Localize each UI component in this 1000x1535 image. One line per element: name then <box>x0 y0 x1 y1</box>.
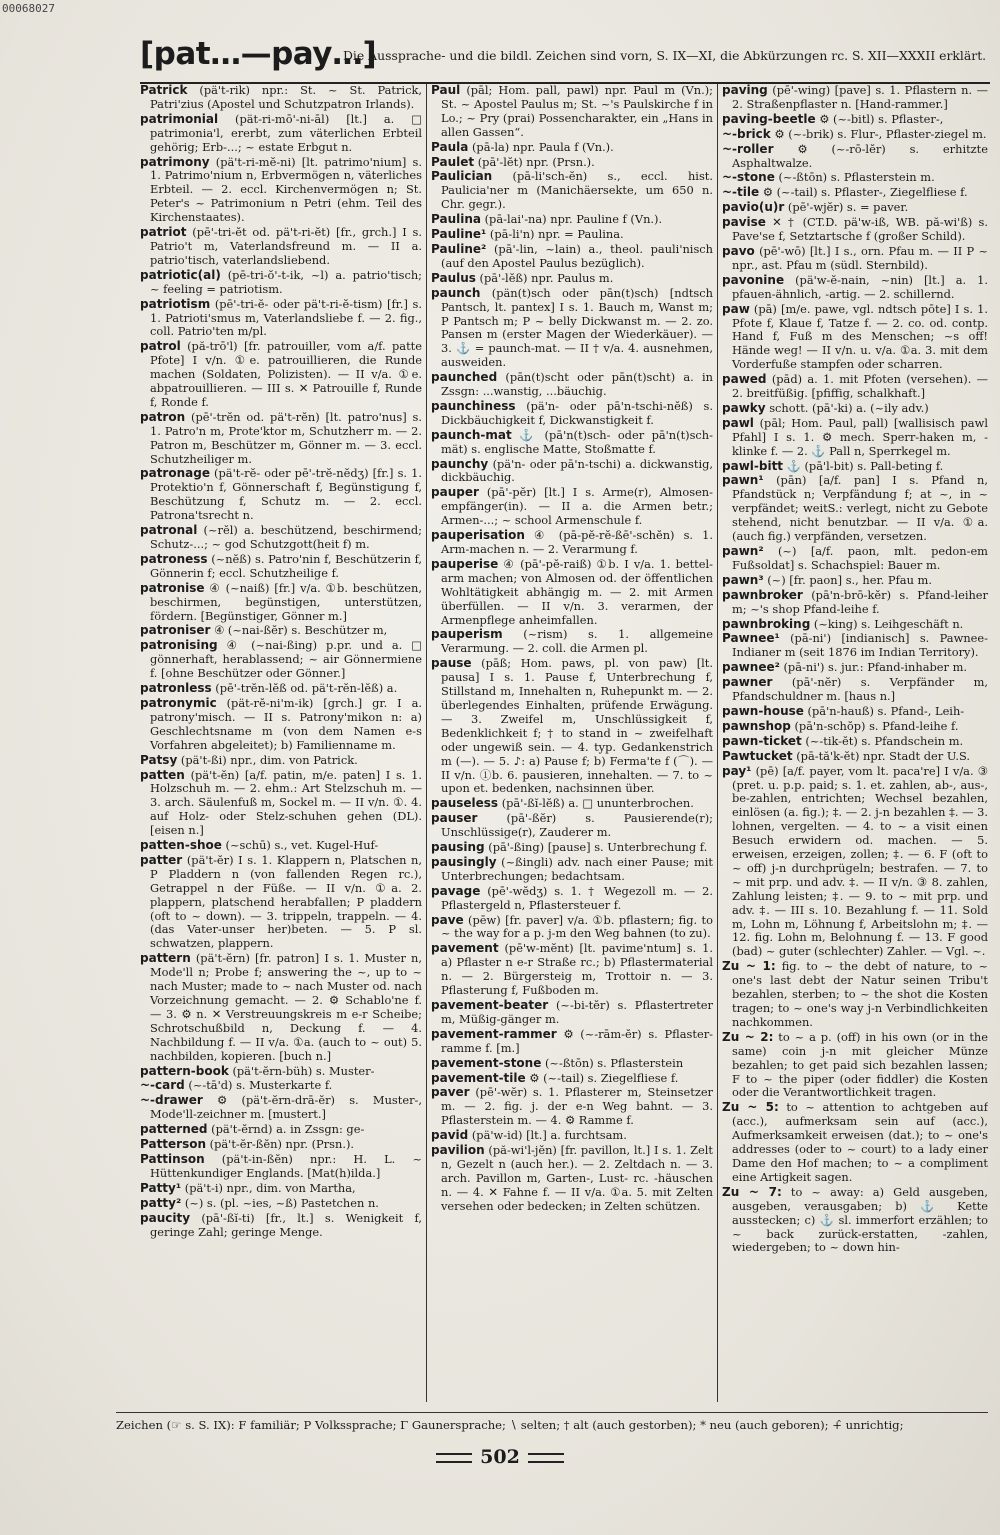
entry-headword: Zu ~ 1: <box>722 959 776 974</box>
entry-headword: pavid <box>431 1128 469 1143</box>
entry-headword: Pawtucket <box>722 748 793 763</box>
entry-headword: Paul <box>431 84 461 97</box>
entry-definition: (pā-ni') s. jur.: Pfand-inhaber m. <box>783 660 968 675</box>
dictionary-entry <box>722 417 988 459</box>
entry-headword: Paula <box>431 139 469 154</box>
entry-headword: Pauline² <box>431 241 487 256</box>
dictionary-entry <box>431 272 713 286</box>
entry-headword: pave <box>431 912 464 927</box>
dictionary-entry <box>140 1153 422 1181</box>
running-head-keyword: [pat…—pay…] <box>140 36 377 72</box>
entry-definition: (pä't-ĕn) [a/f. patin, m/e. paten] I s. 1. Holzschuh m. — 2. ehm.: Art Stelzschuh m. — 3. arch. Säulenfuß m, Sockel m. — II v/n. ①. 4. auf Holz- oder Stelz-schuhen gehen (DL). [eisen n.] <box>150 767 422 838</box>
entry-definition: (pē-tri-ŏ'-t-ik, ~l) a. patrio'tisch; ~ feeling = patriotism. <box>150 267 422 296</box>
entry-headword: Paulus <box>431 270 476 285</box>
entry-headword: pawn¹ <box>722 473 764 488</box>
dictionary-entry <box>722 460 988 474</box>
dictionary-entry <box>431 885 713 913</box>
entry-definition: (pē'-trĕn-lĕß od. pä't-rĕn-lĕß) a. <box>215 681 398 696</box>
entry-headword: pavement-rammer <box>431 1026 557 1041</box>
entry-headword: patronising <box>140 638 218 653</box>
entry-headword: paucity <box>140 1210 191 1225</box>
dictionary-entry <box>140 1138 422 1152</box>
entry-definition: (pä't-rĕ- oder pē'-trĕ-nĕdʒ) [fr.] s. 1. Protektio'n f, Gönnerschaft f, Begünstigung f, Beschützung f, Schutz m. — 2. eccl. Patrona'tsrecht n. <box>150 466 422 523</box>
entry-headword: pawn² <box>722 544 764 558</box>
dictionary-entry <box>722 661 988 675</box>
dictionary-entry <box>140 1182 422 1196</box>
entry-headword: pavo <box>722 243 755 258</box>
dictionary-entry <box>140 156 422 226</box>
entry-headword: patter <box>140 852 183 867</box>
entry-definition: (~) [a/f. paon, mlt. pedon-em Fußsoldat] s. Schachspiel: Bauer m. <box>732 544 988 572</box>
dictionary-entry <box>140 84 422 112</box>
dictionary-entry <box>140 1065 422 1079</box>
entry-headword: pavage <box>431 883 481 898</box>
dictionary-entry <box>722 201 988 215</box>
dictionary-entry <box>431 486 713 528</box>
dictionary-entry <box>722 143 988 171</box>
entry-headword: pawner <box>722 675 773 690</box>
dictionary-entry <box>431 429 713 457</box>
entry-headword: paver <box>431 1085 470 1100</box>
dictionary-entry <box>140 553 422 581</box>
dictionary-entry <box>140 1212 422 1240</box>
entry-headword: paw <box>722 301 750 316</box>
dictionary-entry <box>431 213 713 227</box>
entry-definition: (pä't-in-ßĕn) npr.: H. L. ~ Hüttenkundiger Englands. [Mat(h)ilda.] <box>150 1151 422 1180</box>
entry-definition: (pā-lai'-na) npr. Pauline f (Vn.). <box>484 212 663 227</box>
entry-headword: Patty¹ <box>140 1180 182 1195</box>
entry-definition: (pä't-ĕr-ßĕn) npr. (Prsn.). <box>209 1137 355 1152</box>
entry-headword: paving-beetle <box>722 111 816 126</box>
dictionary-entry <box>722 128 988 142</box>
entry-headword: ~-card <box>140 1078 185 1093</box>
entry-headword: patterned <box>140 1122 208 1137</box>
entry-definition: (pā'n-brō-kĕr) s. Pfand-leiher m; ~'s shop Pfand-leihe f. <box>732 587 988 616</box>
entry-headword: Zu ~ 7: <box>722 1184 782 1199</box>
entry-headword: patrol <box>140 339 181 354</box>
entry-definition: ④ (~nai-ßĕr) s. Beschützer m, <box>214 623 388 638</box>
dictionary-entry <box>140 298 422 340</box>
entry-definition: ⚙ (~-tail) s. Ziegelfliese f. <box>529 1070 679 1085</box>
entry-definition: (pă-wi'l-jĕn) [fr. pavillon, lt.] I s. 1. Zelt n, Gezelt n (auch her.). — 2. Zeltdach n. — 3. arch. Pavillon m, Garten-, Lust- rc. -häuschen n. — 4. ✕ Fahne f. — II v/a. ①a. 5. mit Zelten versehen oder bedecken; in Zelten schützen. <box>441 1143 713 1213</box>
dictionary-entry <box>722 618 988 632</box>
entry-headword: pay¹ <box>722 763 752 778</box>
entry-headword: patrimony <box>140 154 210 169</box>
dictionary-entry <box>431 1057 713 1071</box>
dictionary-entry <box>722 402 988 416</box>
entry-definition: (pā'-ßĕr) s. Pausierende(r); Unschlüssige(r), Zauderer m. <box>441 811 713 840</box>
dictionary-entry <box>431 400 713 428</box>
entry-definition: (pēw) [fr. paver] v/a. ①b. pflastern; fig. to ~ the way for a p. j-m den Weg bahnen (to zu). <box>441 912 713 941</box>
entry-definition: (pā'-ßing) [pause] s. Unterbrechung f. <box>488 840 708 855</box>
dictionary-entry <box>431 1028 713 1056</box>
dictionary-entry <box>431 243 713 271</box>
entry-definition: (pā-la) npr. Paula f (Vn.). <box>471 139 614 154</box>
entry-definition: (pā-tă'k-ĕt) npr. Stadt der U.S. <box>796 748 971 763</box>
entry-headword: pauperisation <box>431 528 525 543</box>
entry-definition: ⚙ (pä't-ĕrn-drā-ĕr) s. Muster-, Mode'll-zeichner m. [mustert.] <box>150 1093 422 1122</box>
entry-headword: pawnshop <box>722 718 791 733</box>
entry-headword: patten <box>140 767 185 782</box>
entry-definition: (pē'-wō) [lt.] I s., orn. Pfau m. — II P ~ npr., ast. Pfau m (südl. Sternbild). <box>732 243 988 272</box>
entry-definition: to ~ a p. (off) in his own (or in the same) coin j-n mit gleicher Münze bezahlen; to get paid sich bezahlen lassen; F to ~ the piper (oder fiddler) die Kosten oder die Verantwortlichkeit tragen. <box>732 1029 988 1100</box>
entry-headword: paunch-mat <box>431 427 512 442</box>
dictionary-entry <box>722 589 988 617</box>
symbol-legend: Zeichen (☞ s. S. IX): F familiär; P Volkssprache; Γ Gaunersprache; ∖ selten; † alt (auch gestorben); * neu (auch geboren); +̂ unrichtig; <box>116 1418 904 1432</box>
entry-definition: (~ßingli) adv. nach einer Pause; mit Unterbrechungen; bedachtsam. <box>441 854 713 883</box>
entry-headword: pavio(u)r <box>722 200 785 215</box>
entry-definition: (~-ßtōn) s. Pflasterstein m. <box>778 170 935 185</box>
entry-headword: Patterson <box>140 1137 207 1152</box>
entry-definition: (pāß; Hom. paws, pl. von paw) [lt. pausa] I s. 1. Pause f, Unterbrechung f, Stillstand m, Innehalten n, Ruhepunkt m. — 2. überlegendes Einhalten, prüfende Erwägung. — 3. Zweifel m, Unschlüssigkeit f, Bedenklichkeit f; † to stand in ~ zweifelhaft oder ungewiß sein. — 4. typ. Gedankenstrich m (—). — 5. ♪: a) Pause f; b) Ferma'te f (⌒). — II v/n. ①b. 6. pausieren, innehalten. — 7. to ~ upon et. bedenken, nachsinnen über. <box>441 656 713 796</box>
dictionary-entry <box>140 1079 422 1093</box>
dictionary-entry <box>140 1123 422 1137</box>
dictionary-entry <box>140 639 422 681</box>
entry-headword: Zu ~ 2: <box>722 1029 774 1044</box>
entry-definition: ⚓ (pā'n(t)sch- oder pā'n(t)sch-mät) s. englische Matte, Stoßmatte f. <box>441 427 713 456</box>
entry-definition: (pē'-tri-ĕ- oder pä't-ri-ĕ-tism) [fr.] s. 1. Patrioti'smus m, Vaterlandsliebe f. — 2. fig., coll. Patrio'ten m/pl. <box>150 296 422 339</box>
dictionary-entry <box>140 624 422 638</box>
dictionary-entry <box>722 545 988 573</box>
entry-definition: (pä't-ĕr) I s. 1. Klappern n, Platschen n, P Pladdern n (von fallenden Regen rc.), Getrappel n der Füße. — II v/n. ①a. 2. plappern, platschend herabfallen; P pladdern (oft to ~ down). — 3. trippeln, trappeln. — 4. (das Vater-unser her)beten. — 5. P sl. schwatzen, plappern. <box>150 852 422 951</box>
entry-headword: pawnbroker <box>722 587 803 602</box>
entry-headword: pattern-book <box>140 1063 229 1078</box>
entry-definition: (pān) [a/f. pan] I s. Pfand n, Pfandstück n; Verpfändung f; at ~, in ~ verpfändet; weitS.: verlegt, nicht zu Gebote stehend, nicht benutzbar. — II v/a. ①a. (auch fig.) verpfänden, versetzen. <box>732 473 988 544</box>
entry-headword: pauperism <box>431 627 503 642</box>
entry-definition: (pä't-ĕrn) [fr. patron] I s. 1. Muster n, Mode'll n; Probe f; answering the ~, up to ~ nach Muster; made to ~ nach Muster od. nach Vorzeichnung gemacht. — 2. ⚙ Schablo'ne f. — 3. ⚙ n. ✕ Verstreuungskreis m e-r Scheibe; Schrotschußbild n, Deckung f. — 4. Nachbildung f. — II v/a. ①a. (auch to ~ out) 5. nachbilden, kopieren. [buch n.] <box>150 951 422 1063</box>
entry-headword: Patrick <box>140 84 188 97</box>
entry-definition: ⚓ (pā'l-bit) s. Pall-beting f. <box>786 458 944 473</box>
dictionary-entry <box>722 1186 988 1256</box>
dictionary-entry <box>722 735 988 749</box>
entry-headword: ~-brick <box>722 126 771 141</box>
entry-definition: ⚙ (~-rām-ĕr) s. Pflaster-ramme f. [m.] <box>441 1026 713 1055</box>
entry-headword: pavement-beater <box>431 998 549 1012</box>
entry-definition: (pē'-wjĕr) s. = paver. <box>787 200 909 215</box>
dictionary-entry <box>431 156 713 170</box>
entry-definition: (~-tik-ĕt) s. Pfandschein m. <box>805 733 964 748</box>
entry-definition: ⚙ (~-tail) s. Pflaster-, Ziegelfliese f. <box>762 185 968 200</box>
dictionary-entry <box>722 373 988 401</box>
entry-headword: pawn-house <box>722 703 804 718</box>
dictionary-entry <box>722 474 988 544</box>
entry-headword: pawnee² <box>722 660 780 675</box>
entry-headword: pauperise <box>431 556 499 571</box>
entry-definition: ⚙ (~-bitl) s. Pflaster-, <box>819 111 944 126</box>
entry-definition: ④ (~nai-ßing) p.pr. und a. □ gönnerhaft, herablassend; ~ air Gönnermiene f. [ohne Beschützer oder Gönner.] <box>150 638 422 681</box>
column-2 <box>431 84 713 1402</box>
column-1 <box>140 84 422 1402</box>
dictionary-entry <box>722 216 988 244</box>
entry-definition: ⚙ (~-rō-lĕr) s. erhitzte Asphaltwalze. <box>732 141 988 170</box>
entry-headword: Paulician <box>431 169 493 184</box>
entry-headword: pavise <box>722 215 766 230</box>
entry-definition: (pān(t)scht oder pān(t)scht) a. in Zssgn: ...wanstig, ...bäuchig. <box>441 370 713 399</box>
entry-headword: pavement <box>431 941 499 956</box>
dictionary-entry <box>431 1129 713 1143</box>
running-head-note: Die Aussprache- und die bildl. Zeichen sind vorn, S. IX—XI, die Abkürzungen rc. S. XII—XXXII erklärt. <box>343 48 987 63</box>
entry-definition: (pä't-ĕrn-büh) s. Muster- <box>232 1063 375 1078</box>
dictionary-entry <box>140 1094 422 1122</box>
entry-headword: pavonine <box>722 272 785 287</box>
dictionary-entry <box>722 750 988 764</box>
dictionary-entry <box>431 287 713 370</box>
entry-definition: (~king) s. Leihgeschäft n. <box>813 616 964 631</box>
entry-headword: Patsy <box>140 752 178 767</box>
entry-definition: (pē'-wĕdʒ) s. 1. † Wegezoll m. — 2. Pflastergeld n, Pflastersteuer f. <box>441 883 713 912</box>
dictionary-entry <box>431 841 713 855</box>
entry-headword: Paulet <box>431 154 475 169</box>
entry-headword: patronise <box>140 580 205 595</box>
entry-definition: (pē'-tri-ĕt od. pä't-ri-ĕt) [fr., grch.] I s. Patrio't m, Vaterlandsfreund m. — II a. patrio'tisch, vaterlandsliebend. <box>150 225 422 267</box>
dictionary-entry <box>431 1072 713 1086</box>
entry-definition: (pä'n- oder pā'n-tschi) a. dickwanstig, dickbäuchig. <box>441 456 713 485</box>
page-number <box>0 1446 1000 1468</box>
entry-headword: pauper <box>431 485 479 500</box>
entry-headword: patty² <box>140 1195 182 1210</box>
entry-headword: pauseless <box>431 796 499 811</box>
entry-definition: (pād) a. 1. mit Pfoten (versehen). — 2. breitfüßig. [pfiffig, schalkhaft.] <box>732 372 988 401</box>
dictionary-entry <box>140 113 422 155</box>
entry-headword: paunched <box>431 370 498 385</box>
entry-definition: (~-tā'd) s. Musterkarte f. <box>188 1078 333 1093</box>
entry-definition: (pā'-lĕß) npr. Paulus m. <box>479 270 614 285</box>
dictionary-entry <box>431 228 713 242</box>
dictionary-entry <box>722 186 988 200</box>
entry-definition: (pā'n-schŏp) s. Pfand-leihe f. <box>794 718 959 733</box>
entry-headword: paunchiness <box>431 398 516 413</box>
scan-id: 00068027 <box>2 2 55 15</box>
entry-headword: pause <box>431 656 472 671</box>
entry-definition: (pä't-ri-mĕ-ni) [lt. patrimo'nium] s. 1. Patrimo'nium n, Erbvermögen n, väterliches Erbteil. — 2. eccl. Kirchenvermögen n; St. Peter's ~ Patrimonium n Petri (ehm. Teil des Kirchenstaates). <box>150 154 422 225</box>
entry-headword: ~-tile <box>722 185 760 200</box>
entry-definition: (pāl; Hom. Paul, pall) [wallisisch pawl Pfahl] I s. 1. ⚙ mech. Sperr-haken m, -klinke f. — 2. ⚓ Pall n, Sperrkegel m. <box>732 415 988 458</box>
entry-headword: pavement-tile <box>431 1070 526 1085</box>
dictionary-entry <box>722 574 988 588</box>
entry-headword: patrimonial <box>140 111 219 126</box>
dictionary-entry <box>140 226 422 268</box>
dictionary-entry <box>140 754 422 768</box>
entry-definition: to ~ attention to achtgeben auf (acc.), aufmerksam sein auf (acc.), Aufmerksamkeit erweisen (dat.); to ~ one's addresses (oder to ~ court) to a lady einer Dame den Hof machen; to ~ a compliment eine Artigkeit sagen. <box>732 1100 988 1184</box>
entry-headword: patronage <box>140 466 210 481</box>
entry-headword: pawed <box>722 372 767 387</box>
entry-headword: paving <box>722 84 768 97</box>
entry-definition: (pā-li'n) npr. = Paulina. <box>489 227 624 242</box>
entry-headword: pavilion <box>431 1143 485 1158</box>
entry-definition: ④ (pā'-pĕ-raiß) ①b. I v/a. 1. bettel-arm machen; von Almosen od. der öffentlichen Wohltätigkeit abhängig m. — 2. mit Armen überfüllen. — II v/n. 3. verarmen, der Armenpflege anheimfallen. <box>441 556 713 627</box>
entry-definition: ⚙ (~-brik) s. Flur-, Pflaster-ziegel m. <box>774 126 987 141</box>
dictionary-entry <box>140 1197 422 1211</box>
entry-definition: (~rism) s. 1. allgemeine Verarmung. — 2. coll. die Armen pl. <box>441 627 713 656</box>
entry-definition: (~rĕl) a. beschützend, beschirmend; Schutz-...; ~ god Schutzgott(heit f) m. <box>150 523 422 551</box>
entry-definition: (pē) [a/f. payer, vom lt. paca're] I v/a. ③ (pret. u. p.p. paid; s. 1. et. zahlen, ab-, aus-, be-zahlen, entrichten; Wechsel bezahlen, einlösen (a. fig.); ‡. — 2. j-n bezahlen ‡. — 3. lohnen, vergelten. — 4. to ~ a visit einen Besuch erwidern od. machen. — 5. erweisen, erzeigen, zollen; ‡. — 6. F (oft to ~ off) j-n durchprügeln; bestrafen. — 7. to ~ mit prp. und adv. ‡. — II v/n. ③ 8. zahlen, Zahlung leisten; ‡. — 9. to ~ mit prp. und adv. ‡. — III s. 10. Bezahlung f. — 11. Sold m, Lohn m, Löhnung f, Arbeitslohn m; ‡. — 12. fig. Lohn m, Belohnung f. — 13. F good (bad) ~ guter (schlechter) Zahler. — Vgl. ~. <box>732 763 988 959</box>
entry-definition: (pāl; Hom. pall, pawl) npr. Paul m (Vn.); St. ~ Apostel Paulus m; St. ~'s Paulskirche f in Lo.; ~ Pry (prai) Possencharakter, ein „Hans in allen Gassen“. <box>441 84 713 139</box>
dictionary-entry <box>722 303 988 373</box>
dictionary-entry <box>140 839 422 853</box>
dictionary-entry <box>140 769 422 839</box>
dictionary-entry <box>431 529 713 557</box>
entry-definition: (~) s. (pl. ~ies, ~ß) Pastetchen n. <box>184 1195 379 1210</box>
entry-definition: schott. (pā'-ki) a. (~ily adv.) <box>769 400 929 415</box>
column-3 <box>722 84 988 1402</box>
entry-definition: (pän(t)sch oder pān(t)sch) [ndtsch Pantsch, lt. pantex] I s. 1. Bauch m, Wanst m; P Pantsch m; P ~ belly Dickwanst m. — 2. zo. Pansen m (erster Magen der Wiederkäuer). — 3. ⚓ = paunch-mat. — II † v/a. 4. ausnehmen, ausweiden. <box>441 285 713 370</box>
dictionary-entry <box>722 245 988 273</box>
entry-headword: patriotic(al) <box>140 267 221 282</box>
entry-headword: Pauline¹ <box>431 227 487 242</box>
entry-definition: (~-ßtōn) s. Pflasterstein <box>544 1055 684 1070</box>
entry-definition: (pät-ri-mō'-ni-āl) [lt.] a. □ patrimonia'l, ererbt, zum väterlichen Erbteil gehörig; Erb-...; ~ estate Erbgut n. <box>150 111 422 154</box>
dictionary-entry <box>140 854 422 951</box>
dictionary-entry <box>722 113 988 127</box>
dictionary-entry <box>722 1031 988 1101</box>
entry-definition: (pä't-rik) npr.: St. ~ St. Patrick, Patri'zius (Apostel und Schutzpatron Irlands). <box>150 84 422 111</box>
dictionary-entry <box>431 170 713 212</box>
entry-definition: ✕ † (CT.D. pä'w-iß, WB. pă-wi'ß) s. Pave'se f, Setztartsche f (großer Schild). <box>732 215 988 244</box>
entry-headword: pavement-stone <box>431 1055 542 1070</box>
entry-headword: patroniser <box>140 623 211 638</box>
entry-definition: (pā'n-hauß) s. Pfand-, Leih- <box>807 703 965 718</box>
dictionary-entry <box>431 628 713 656</box>
entry-definition: (~) [fr. paon] s., her. Pfau m. <box>767 572 932 587</box>
entry-headword: Pattinson <box>140 1151 205 1166</box>
page-number-text: 502 <box>480 1446 520 1468</box>
entry-headword: Paulina <box>431 212 481 227</box>
dictionary-entry <box>431 371 713 399</box>
dictionary-entry <box>431 797 713 811</box>
dictionary-entry <box>140 340 422 410</box>
dictionary-entry <box>722 1101 988 1184</box>
dictionary-entry <box>140 682 422 696</box>
entry-headword: ~-roller <box>722 141 774 156</box>
dictionary-entry <box>140 524 422 552</box>
dictionary-entry <box>431 657 713 796</box>
dictionary-entry <box>722 84 988 112</box>
entry-definition: (pä't-i) npr., dim. von Martha, <box>184 1180 356 1195</box>
dictionary-entry <box>431 856 713 884</box>
entry-definition: (~schū) s., vet. Kugel-Huf- <box>225 838 379 853</box>
dictionary-entry <box>722 676 988 704</box>
entry-definition: (pā'-pĕr) [lt.] I s. Arme(r), Almosen-empfänger(in). — II a. die Armen betr.; Armen-...; ~ school Armenschule f. <box>441 485 713 528</box>
entry-definition: (pē'-wĕr) s. 1. Pflasterer m, Steinsetzer m. — 2. fig. j. der e-n Weg bahnt. — 3. Pflasterstein m. — 4. ⚙ Ramme f. <box>441 1085 713 1128</box>
entry-headword: patroness <box>140 551 208 566</box>
dictionary-entry <box>722 705 988 719</box>
entry-definition: (pä't-ĕrnd) a. in Zssgn: ge- <box>211 1122 365 1137</box>
entry-headword: patronal <box>140 523 198 538</box>
entry-definition: (pē'w-mĕnt) [lt. pavime'ntum] s. 1. a) Pflaster n e-r Straße rc.; b) Pflastermaterial n. — 2. Bürgersteig m, Trottoir n. — 3. Pflasterung f, Fußboden m. <box>441 941 713 998</box>
entry-definition: (pā'-nĕr) s. Verpfänder m, Pfandschuldner m. [haus n.] <box>732 675 988 704</box>
entry-definition: ④ (~naiß) [fr.] v/a. ①b. beschützen, beschirmen, begünstigen, unterstützen, fördern. [Begünstiger, Gönner m.] <box>150 580 422 623</box>
dictionary-entry <box>140 467 422 523</box>
entry-definition: (~-bi-tĕr) s. Pflastertreter m, Müßig-gänger m. <box>441 998 713 1026</box>
entry-headword: patronymic <box>140 695 217 710</box>
entry-headword: ~-drawer <box>140 1093 203 1108</box>
dictionary-entry <box>140 269 422 297</box>
entry-headword: patten-shoe <box>140 838 222 853</box>
entry-headword: pattern <box>140 951 191 966</box>
entry-headword: patriotism <box>140 296 211 311</box>
dictionary-entry <box>722 765 988 960</box>
dictionary-entry <box>722 171 988 185</box>
entry-headword: pauser <box>431 811 478 826</box>
dictionary-entry <box>431 458 713 486</box>
entry-headword: pawl <box>722 415 754 430</box>
entry-headword: patriot <box>140 225 187 240</box>
dictionary-entry <box>722 720 988 734</box>
entry-definition: (pä'n- oder pā'n-tschi-nĕß) s. Dickbäuchigkeit f, Dickwanstigkeit f. <box>441 398 713 427</box>
entry-definition: (pā'-ßĭ-ti) [fr., lt.] s. Wenigkeit f, geringe Zahl; geringe Menge. <box>150 1210 422 1239</box>
dictionary-entry <box>140 411 422 467</box>
entry-headword: pawl-bitt <box>722 458 784 473</box>
entry-definition: (pā-ni') [indianisch] s. Pawnee-Indianer m (seit 1876 im Indian Territory). <box>732 631 988 660</box>
dictionary-entry <box>140 697 422 753</box>
entry-definition: (pē'-trĕn od. pä't-rĕn) [lt. patro'nus] s. 1. Patro'n m, Prote'ktor m, Schutzherr m. — 2. Patron m, Beschützer m, Gönner m. — 3. eccl. Schutzheiliger m. <box>150 409 422 466</box>
entry-definition: (pā'-ßĭ-lĕß) a. □ ununterbrochen. <box>501 796 694 811</box>
dictionary-entry <box>431 914 713 942</box>
entry-definition: fig. to ~ the debt of nature, to ~ one's last debt der Natur seinen Tribu't bezahlen, sterben; to ~ the shot die Kosten tragen; to ~ one's way j-n Verbindlichkeiten nachkommen. <box>732 959 988 1029</box>
dictionary-entry <box>722 632 988 660</box>
entry-headword: ~-stone <box>722 170 775 185</box>
entry-definition: (pät-rĕ-ni'm-ik) [grch.] gr. I a. patrony'misch. — II s. Patrony'mikon n: a) Geschlechtsname m (von dem Namen e-s Vorfahren abgeleitet); b) Familienname m. <box>150 695 422 752</box>
entry-definition: (pā'-lin, ~lain) a., theol. pauli'nisch (auf den Apostel Paulus bezüglich). <box>441 241 713 270</box>
entry-definition: (pä'w-ĕ-nain, ~nin) [lt.] a. 1. pfauen-ähnlich, -artig. — 2. schillernd. <box>732 272 988 301</box>
entry-headword: Zu ~ 5: <box>722 1100 779 1115</box>
entry-definition: ④ (pā-pĕ-rĕ-ßē'-schĕn) s. 1. Arm-machen n. — 2. Verarmung f. <box>441 528 713 556</box>
entry-definition: (pē'-wing) [pave] s. 1. Pflastern n. — 2. Straßenpflaster n. [Hand-rammer.] <box>732 84 988 111</box>
dictionary-entry <box>431 999 713 1027</box>
entry-headword: patronless <box>140 681 212 696</box>
entry-headword: pawn-ticket <box>722 733 802 748</box>
dictionary-entry <box>722 960 988 1030</box>
dictionary-entry <box>431 84 713 140</box>
entry-headword: pawn³ <box>722 572 764 587</box>
entry-definition: (~nĕß) s. Patro'nin f, Beschützerin f, Gönnerin f; eccl. Schutzheilige f. <box>150 551 422 580</box>
column-divider <box>426 84 427 1402</box>
dictionary-entry <box>140 952 422 1063</box>
dictionary-entry <box>431 141 713 155</box>
column-divider <box>717 84 718 1402</box>
dictionary-entry <box>431 812 713 840</box>
entry-definition: (pā'-lĕt) npr. (Prsn.). <box>477 154 595 169</box>
dictionary-entry <box>431 942 713 998</box>
entry-definition: (pā) [m/e. pawe, vgl. ndtsch pōte] I s. 1. Pfote f, Klaue f, Tatze f. — 2. co. od. contp. Hand f, Fuß m des Menschen; ~s off! Hände weg! — II v/n. u. v/a. ①a. 3. mit dem Vorderfuße stampfen oder scharren. <box>732 301 988 372</box>
entry-definition: (pä't-ßi) npr., dim. von Patrick. <box>180 752 358 767</box>
dictionary-entry <box>722 274 988 302</box>
dictionary-entry <box>140 582 422 624</box>
footer-divider <box>116 1412 988 1413</box>
dictionary-entry <box>431 1086 713 1128</box>
entry-definition: (pä'w-id) [lt.] a. furchtsam. <box>471 1128 627 1143</box>
entry-headword: patron <box>140 409 186 424</box>
entry-definition: (pă-trō'l) [fr. patrouiller, vom a/f. patte Pfote] I v/n. ①e. patrouillieren, die Runde machen (Soldaten, Polizisten). — II v/a. ①e. abpatrouillieren. — III s. ✕ Patrouille f, Runde f, Ronde f. <box>150 339 422 409</box>
entry-headword: pausing <box>431 840 485 855</box>
entry-headword: pawky <box>722 400 766 415</box>
entry-headword: paunchy <box>431 456 489 471</box>
page-header <box>140 36 990 84</box>
entry-definition: (pā-li'sch-ĕn) s., eccl. hist. Paulicia'ner m (Manichäersekte, um 650 n. Chr. gegr.). <box>441 169 713 212</box>
entry-definition: to ~ away: a) Geld ausgeben, ausgeben, verausgaben; b) ⚓ Kette ausstecken; c) ⚓ sl. immerfort erzählen; to ~ back zurück-erstatten, -zahlen, wiedergeben; to ~ down hin- <box>732 1184 988 1255</box>
dictionary-entry <box>431 558 713 628</box>
entry-headword: pausingly <box>431 854 497 869</box>
entry-headword: paunch <box>431 285 481 300</box>
entry-headword: Pawnee¹ <box>722 631 780 646</box>
dictionary-entry <box>431 1144 713 1214</box>
entry-headword: pawnbroking <box>722 616 811 631</box>
